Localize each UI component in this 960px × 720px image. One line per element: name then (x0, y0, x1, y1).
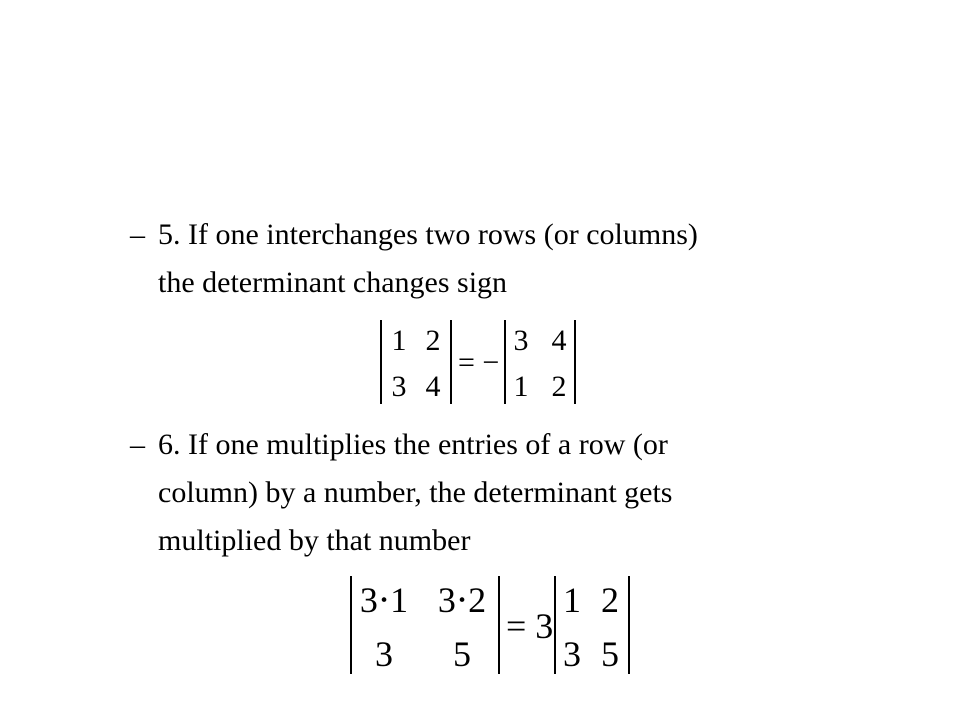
row-swap-equation (378, 318, 588, 408)
rule-6-line-1: 6. If one multiplies the entries of a row (or (158, 428, 668, 461)
right-determinant-bar-right (574, 320, 576, 404)
right-determinant-bar-left (554, 576, 556, 674)
right-matrix-cell: 1 (513, 370, 529, 403)
left-matrix-cell: 1 (391, 324, 407, 357)
rule-6-text (158, 430, 838, 574)
left-determinant-bar-right (450, 320, 452, 404)
rule-6-line-3: multiplied by that number (158, 524, 471, 557)
left-matrix-cell: 5 (453, 634, 471, 674)
left-matrix-cell: 3⋅2 (437, 580, 487, 620)
right-matrix-cell: 1 (563, 580, 581, 620)
rule-5-line-1: 5. If one interchanges two rows (or columns) (158, 218, 698, 251)
right-determinant-bar-right (628, 576, 630, 674)
left-matrix-cell: 3 (391, 370, 407, 403)
left-matrix-cell: 2 (425, 324, 441, 357)
left-determinant-bar-left (380, 320, 382, 404)
rule-5-line-2: the determinant changes sign (158, 266, 508, 299)
rule-6-line-2: column) by a number, the determinant gets (158, 476, 673, 509)
right-determinant-bar-left (504, 320, 506, 404)
equals-minus-sign: = − (458, 346, 500, 379)
right-matrix-cell: 2 (601, 580, 619, 620)
left-determinant-bar-left (350, 576, 352, 674)
scalar-multiple-equation (348, 570, 638, 680)
left-matrix-cell: 3 (375, 634, 393, 674)
rule-5-text (158, 220, 838, 316)
right-matrix-cell: 3 (563, 634, 581, 674)
right-matrix-cell: 2 (551, 370, 567, 403)
rule-5-dash: – (130, 218, 145, 251)
right-matrix-cell: 3 (513, 324, 529, 357)
left-matrix-cell: 3⋅1 (359, 580, 409, 620)
left-determinant-bar-right (498, 576, 500, 674)
rule-6-dash: – (130, 428, 145, 461)
equals-three: = 3 (506, 606, 554, 646)
left-matrix-cell: 4 (425, 370, 441, 403)
right-matrix-cell: 4 (551, 324, 567, 357)
right-matrix-cell: 5 (601, 634, 619, 674)
